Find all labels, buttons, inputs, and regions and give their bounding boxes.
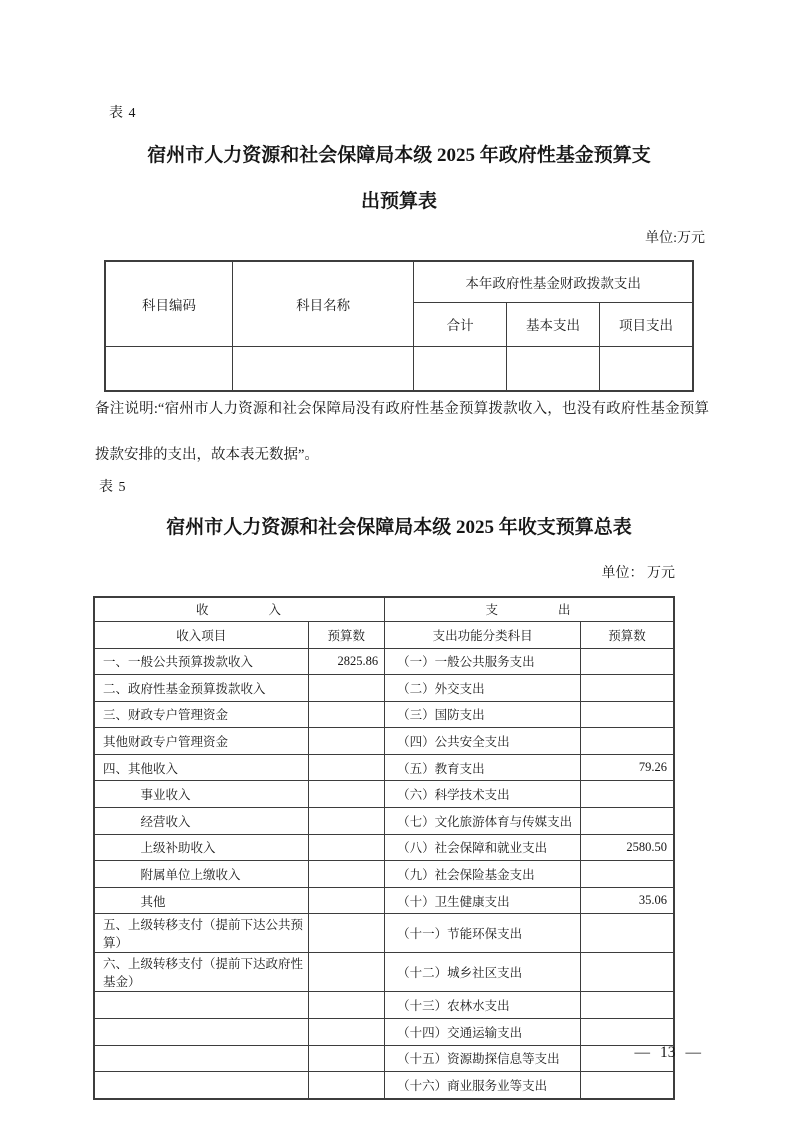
income-item-cell: 二、政府性基金预算拨款收入: [94, 675, 308, 702]
summary-table-row: [94, 887, 674, 914]
table5-unit-label: 单位： 万元: [601, 566, 675, 581]
income-budget-cell: [308, 808, 385, 835]
income-budget-cell: [308, 1072, 385, 1099]
summary-table-row: [94, 728, 674, 755]
expenditure-budget-cell: [581, 914, 674, 953]
expenditure-budget-cell: [581, 808, 674, 835]
expenditure-item-cell: （六）科学技术支出: [385, 781, 581, 808]
expenditure-budget-cell: [581, 781, 674, 808]
page-number-right-dash: —: [685, 1044, 701, 1061]
income-item-cell: [94, 1045, 308, 1072]
col-subject-name: 科目名称: [233, 261, 414, 346]
expenditure-budget-cell: [581, 648, 674, 675]
expenditure-item-cell: （十一）节能环保支出: [385, 914, 581, 953]
income-item-cell: 其他财政专户管理资金: [94, 728, 308, 755]
expenditure-budget-cell: [581, 1072, 674, 1099]
income-budget-cell: [308, 914, 385, 953]
empty-code-cell: [105, 346, 233, 391]
expenditure-item-cell: （四）公共安全支出: [385, 728, 581, 755]
table4-remark-note: 备注说明:“宿州市人力资源和社会保障局没有政府性基金预算拨款收入，也没有政府性基金预算拨款安排的支出，故本表无数据”。: [95, 401, 709, 463]
income-group-header: 收 入: [94, 597, 385, 621]
income-item-cell: 其他: [94, 887, 308, 914]
summary-table-row: [94, 808, 674, 835]
page-number-value: 13: [660, 1044, 676, 1061]
empty-basic-cell: [507, 346, 600, 391]
income-item-cell: [94, 1072, 308, 1099]
expenditure-item-cell: （七）文化旅游体育与传媒支出: [385, 808, 581, 835]
income-item-cell: [94, 992, 308, 1019]
income-budget-cell: [308, 861, 385, 888]
table4-label: 表 4: [109, 106, 137, 121]
page-number: [635, 1044, 702, 1062]
income-budget-cell: [308, 953, 385, 992]
col-expenditure-budget: 预算数: [581, 621, 674, 648]
expenditure-group-header: 支 出: [385, 597, 674, 621]
col-total: 合计: [414, 302, 507, 346]
col-income-budget: 预算数: [308, 621, 385, 648]
income-budget-cell: [308, 1019, 385, 1046]
expenditure-item-cell: （十三）农林水支出: [385, 992, 581, 1019]
income-item-cell: 四、其他收入: [94, 754, 308, 781]
income-budget-cell: [308, 992, 385, 1019]
expenditure-item-cell: （五）教育支出: [385, 754, 581, 781]
summary-table-row: [94, 648, 674, 675]
table4-title-line2: 出预算表: [360, 191, 437, 212]
income-budget-cell: [308, 834, 385, 861]
income-budget-cell: [308, 675, 385, 702]
summary-table-row: [94, 701, 674, 728]
income-budget-cell: 2825.86: [308, 648, 385, 675]
expenditure-budget-cell: 35.06: [581, 887, 674, 914]
summary-table-row: [94, 754, 674, 781]
col-subject-code: 科目编码: [105, 261, 233, 346]
summary-table-row: [94, 914, 674, 953]
summary-table-row: [94, 1045, 674, 1072]
summary-table-group-header-row: [94, 597, 674, 621]
expenditure-item-cell: （三）国防支出: [385, 701, 581, 728]
income-item-cell: 事业收入: [94, 781, 308, 808]
budget-summary-table: [93, 596, 675, 1100]
fund-budget-table: [104, 260, 694, 392]
expenditure-budget-cell: [581, 728, 674, 755]
summary-table-row: [94, 675, 674, 702]
income-budget-cell: [308, 754, 385, 781]
income-budget-cell: [308, 701, 385, 728]
summary-table-row: [94, 1019, 674, 1046]
income-item-cell: 五、上级转移支付（提前下达公共预算）: [94, 914, 308, 953]
col-income-item: 收入项目: [94, 621, 308, 648]
expenditure-item-cell: （十四）交通运输支出: [385, 1019, 581, 1046]
col-project-expenditure: 项目支出: [599, 302, 693, 346]
summary-table-row: [94, 861, 674, 888]
table5-label: 表 5: [99, 480, 127, 495]
summary-table-sub-header-row: [94, 621, 674, 648]
col-group-fund-expenditure: 本年政府性基金财政拨款支出: [414, 261, 693, 302]
income-item-cell: 附属单位上缴收入: [94, 861, 308, 888]
expenditure-item-cell: （二）外交支出: [385, 675, 581, 702]
page-number-left-dash: —: [634, 1044, 650, 1061]
expenditure-item-cell: （十）卫生健康支出: [385, 887, 581, 914]
empty-total-cell: [414, 346, 507, 391]
summary-table-row: [94, 781, 674, 808]
table4-title: [92, 133, 706, 225]
fund-table-header-row1: [105, 261, 693, 302]
expenditure-budget-cell: 79.26: [581, 754, 674, 781]
expenditure-item-cell: （九）社会保险基金支出: [385, 861, 581, 888]
expenditure-budget-cell: 2580.50: [581, 834, 674, 861]
income-item-cell: [94, 1019, 308, 1046]
income-item-cell: 六、上级转移支付（提前下达政府性基金）: [94, 953, 308, 992]
summary-table-row: [94, 1072, 674, 1099]
income-item-cell: 经营收入: [94, 808, 308, 835]
income-budget-cell: [308, 781, 385, 808]
expenditure-budget-cell: [581, 953, 674, 992]
expenditure-budget-cell: [581, 861, 674, 888]
expenditure-budget-cell: [581, 675, 674, 702]
empty-project-cell: [599, 346, 693, 391]
expenditure-budget-cell: [581, 992, 674, 1019]
col-expenditure-item: 支出功能分类科目: [385, 621, 581, 648]
fund-table-empty-row: [105, 346, 693, 391]
col-basic-expenditure: 基本支出: [507, 302, 600, 346]
table5-title: 宿州市人力资源和社会保障局本级 2025 年收支预算总表: [166, 517, 632, 538]
income-budget-cell: [308, 1045, 385, 1072]
expenditure-item-cell: （十二）城乡社区支出: [385, 953, 581, 992]
summary-table-row: [94, 992, 674, 1019]
table4-title-line1: 宿州市人力资源和社会保障局本级 2025 年政府性基金预算支: [147, 145, 651, 166]
expenditure-budget-cell: [581, 1019, 674, 1046]
summary-table-row: [94, 953, 674, 992]
expenditure-item-cell: （十五）资源勘探信息等支出: [385, 1045, 581, 1072]
expenditure-item-cell: （一）一般公共服务支出: [385, 648, 581, 675]
empty-name-cell: [233, 346, 414, 391]
income-budget-cell: [308, 728, 385, 755]
income-item-cell: 一、一般公共预算拨款收入: [94, 648, 308, 675]
expenditure-item-cell: （八）社会保障和就业支出: [385, 834, 581, 861]
expenditure-budget-cell: [581, 701, 674, 728]
income-item-cell: 三、财政专户管理资金: [94, 701, 308, 728]
summary-table-row: [94, 834, 674, 861]
summary-table-body: [94, 648, 674, 1099]
income-budget-cell: [308, 887, 385, 914]
expenditure-item-cell: （十六）商业服务业等支出: [385, 1072, 581, 1099]
table4-unit-label: 单位:万元: [645, 231, 705, 246]
income-item-cell: 上级补助收入: [94, 834, 308, 861]
